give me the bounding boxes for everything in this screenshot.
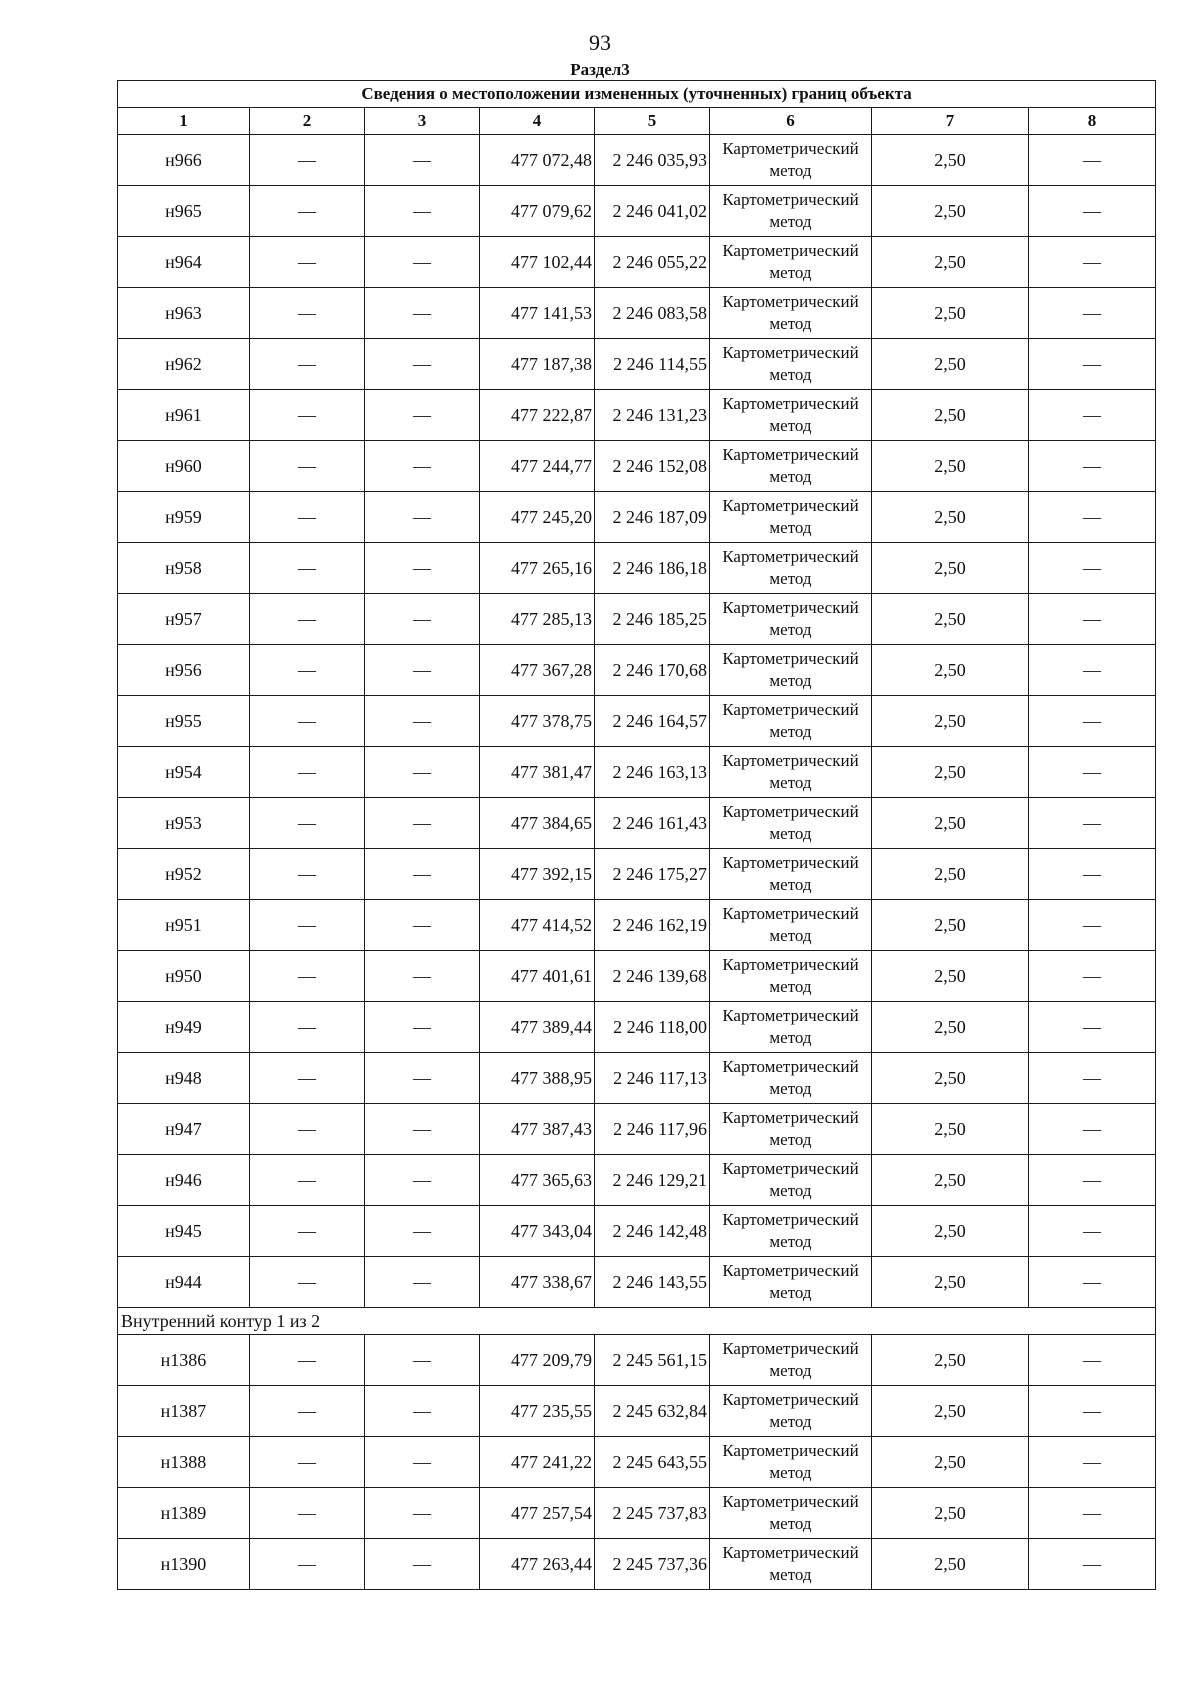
cell-col2: — — [250, 1206, 365, 1257]
column-header: 3 — [365, 108, 480, 135]
cell-col8: — — [1029, 1155, 1156, 1206]
y-coordinate-cell: 2 246 117,96 — [595, 1104, 710, 1155]
cell-col3: — — [365, 1539, 480, 1590]
method-cell: Картометрический метод — [710, 288, 872, 339]
cell-col2: — — [250, 1155, 365, 1206]
point-id-cell: н958 — [118, 543, 250, 594]
cell-col3: — — [365, 339, 480, 390]
accuracy-cell: 2,50 — [872, 1437, 1029, 1488]
accuracy-cell: 2,50 — [872, 1257, 1029, 1308]
contour-label-row — [118, 1308, 1156, 1335]
point-id-cell: н949 — [118, 1002, 250, 1053]
cell-col8: — — [1029, 696, 1156, 747]
accuracy-cell: 2,50 — [872, 492, 1029, 543]
table-row — [118, 747, 1156, 798]
x-coordinate-cell: 477 209,79 — [480, 1335, 595, 1386]
cell-col3: — — [365, 798, 480, 849]
cell-col3: — — [365, 288, 480, 339]
cell-col8: — — [1029, 645, 1156, 696]
cell-col3: — — [365, 441, 480, 492]
table-row — [118, 186, 1156, 237]
cell-col2: — — [250, 237, 365, 288]
cell-col3: — — [365, 1002, 480, 1053]
y-coordinate-cell: 2 246 114,55 — [595, 339, 710, 390]
table-row — [118, 492, 1156, 543]
point-id-cell: н946 — [118, 1155, 250, 1206]
point-id-cell: н965 — [118, 186, 250, 237]
cell-col8: — — [1029, 288, 1156, 339]
cell-col3: — — [365, 849, 480, 900]
cell-col8: — — [1029, 1104, 1156, 1155]
cell-col8: — — [1029, 1257, 1156, 1308]
point-id-cell: н945 — [118, 1206, 250, 1257]
x-coordinate-cell: 477 392,15 — [480, 849, 595, 900]
method-cell: Картометрический метод — [710, 1539, 872, 1590]
point-id-cell: н1386 — [118, 1335, 250, 1386]
table-row — [118, 1488, 1156, 1539]
method-cell: Картометрический метод — [710, 237, 872, 288]
y-coordinate-cell: 2 246 186,18 — [595, 543, 710, 594]
cell-col2: — — [250, 1104, 365, 1155]
table-row — [118, 594, 1156, 645]
point-id-cell: н959 — [118, 492, 250, 543]
cell-col2: — — [250, 696, 365, 747]
accuracy-cell: 2,50 — [872, 1104, 1029, 1155]
cell-col8: — — [1029, 747, 1156, 798]
cell-col8: — — [1029, 135, 1156, 186]
method-cell: Картометрический метод — [710, 492, 872, 543]
y-coordinate-cell: 2 246 187,09 — [595, 492, 710, 543]
accuracy-cell: 2,50 — [872, 798, 1029, 849]
table-row — [118, 849, 1156, 900]
cell-col8: — — [1029, 237, 1156, 288]
x-coordinate-cell: 477 388,95 — [480, 1053, 595, 1104]
x-coordinate-cell: 477 245,20 — [480, 492, 595, 543]
method-cell: Картометрический метод — [710, 1488, 872, 1539]
cell-col2: — — [250, 1488, 365, 1539]
cell-col2: — — [250, 543, 365, 594]
y-coordinate-cell: 2 246 164,57 — [595, 696, 710, 747]
cell-col8: — — [1029, 798, 1156, 849]
table-row — [118, 1155, 1156, 1206]
cell-col2: — — [250, 594, 365, 645]
y-coordinate-cell: 2 246 170,68 — [595, 645, 710, 696]
method-cell: Картометрический метод — [710, 1053, 872, 1104]
cell-col3: — — [365, 492, 480, 543]
point-id-cell: н960 — [118, 441, 250, 492]
x-coordinate-cell: 477 265,16 — [480, 543, 595, 594]
cell-col2: — — [250, 1257, 365, 1308]
cell-col8: — — [1029, 900, 1156, 951]
cell-col3: — — [365, 186, 480, 237]
method-cell: Картометрический метод — [710, 747, 872, 798]
y-coordinate-cell: 2 245 737,36 — [595, 1539, 710, 1590]
point-id-cell: н956 — [118, 645, 250, 696]
table-row — [118, 798, 1156, 849]
method-cell: Картометрический метод — [710, 798, 872, 849]
cell-col2: — — [250, 288, 365, 339]
table-row — [118, 339, 1156, 390]
cell-col3: — — [365, 594, 480, 645]
table-row — [118, 951, 1156, 1002]
accuracy-cell: 2,50 — [872, 1002, 1029, 1053]
method-cell: Картометрический метод — [710, 186, 872, 237]
x-coordinate-cell: 477 222,87 — [480, 390, 595, 441]
accuracy-cell: 2,50 — [872, 1488, 1029, 1539]
y-coordinate-cell: 2 246 142,48 — [595, 1206, 710, 1257]
column-header: 7 — [872, 108, 1029, 135]
table-row — [118, 1104, 1156, 1155]
point-id-cell: н944 — [118, 1257, 250, 1308]
cell-col3: — — [365, 951, 480, 1002]
cell-col8: — — [1029, 1488, 1156, 1539]
cell-col8: — — [1029, 1002, 1156, 1053]
cell-col3: — — [365, 237, 480, 288]
cell-col8: — — [1029, 543, 1156, 594]
cell-col8: — — [1029, 492, 1156, 543]
method-cell: Картометрический метод — [710, 1257, 872, 1308]
table-title-row — [118, 81, 1156, 108]
table-row — [118, 1386, 1156, 1437]
x-coordinate-cell: 477 401,61 — [480, 951, 595, 1002]
cell-col2: — — [250, 951, 365, 1002]
cell-col3: — — [365, 135, 480, 186]
point-id-cell: н964 — [118, 237, 250, 288]
x-coordinate-cell: 477 378,75 — [480, 696, 595, 747]
cell-col3: — — [365, 543, 480, 594]
cell-col8: — — [1029, 390, 1156, 441]
cell-col2: — — [250, 186, 365, 237]
y-coordinate-cell: 2 246 117,13 — [595, 1053, 710, 1104]
point-id-cell: н1388 — [118, 1437, 250, 1488]
cell-col8: — — [1029, 1335, 1156, 1386]
cell-col3: — — [365, 1155, 480, 1206]
cell-col8: — — [1029, 339, 1156, 390]
cell-col3: — — [365, 645, 480, 696]
cell-col8: — — [1029, 1539, 1156, 1590]
y-coordinate-cell: 2 246 163,13 — [595, 747, 710, 798]
point-id-cell: н954 — [118, 747, 250, 798]
y-coordinate-cell: 2 245 737,83 — [595, 1488, 710, 1539]
column-header: 6 — [710, 108, 872, 135]
cell-col3: — — [365, 696, 480, 747]
x-coordinate-cell: 477 285,13 — [480, 594, 595, 645]
cell-col8: — — [1029, 186, 1156, 237]
cell-col2: — — [250, 849, 365, 900]
accuracy-cell: 2,50 — [872, 1155, 1029, 1206]
method-cell: Картометрический метод — [710, 339, 872, 390]
x-coordinate-cell: 477 235,55 — [480, 1386, 595, 1437]
table-row — [118, 135, 1156, 186]
cell-col3: — — [365, 1104, 480, 1155]
x-coordinate-cell: 477 072,48 — [480, 135, 595, 186]
cell-col2: — — [250, 747, 365, 798]
method-cell: Картометрический метод — [710, 849, 872, 900]
column-header: 2 — [250, 108, 365, 135]
method-cell: Картометрический метод — [710, 135, 872, 186]
section-label: Раздел3 — [570, 60, 630, 79]
accuracy-cell: 2,50 — [872, 645, 1029, 696]
point-id-cell: н966 — [118, 135, 250, 186]
table-row — [118, 645, 1156, 696]
cell-col2: — — [250, 135, 365, 186]
x-coordinate-cell: 477 241,22 — [480, 1437, 595, 1488]
cell-col8: — — [1029, 441, 1156, 492]
accuracy-cell: 2,50 — [872, 390, 1029, 441]
point-id-cell: н947 — [118, 1104, 250, 1155]
boundary-table — [117, 80, 1156, 1590]
y-coordinate-cell: 2 245 561,15 — [595, 1335, 710, 1386]
cell-col8: — — [1029, 1386, 1156, 1437]
x-coordinate-cell: 477 079,62 — [480, 186, 595, 237]
table-row — [118, 543, 1156, 594]
x-coordinate-cell: 477 257,54 — [480, 1488, 595, 1539]
x-coordinate-cell: 477 244,77 — [480, 441, 595, 492]
accuracy-cell: 2,50 — [872, 1539, 1029, 1590]
x-coordinate-cell: 477 263,44 — [480, 1539, 595, 1590]
accuracy-cell: 2,50 — [872, 288, 1029, 339]
column-header: 8 — [1029, 108, 1156, 135]
y-coordinate-cell: 2 246 055,22 — [595, 237, 710, 288]
method-cell: Картометрический метод — [710, 1002, 872, 1053]
accuracy-cell: 2,50 — [872, 594, 1029, 645]
y-coordinate-cell: 2 246 162,19 — [595, 900, 710, 951]
column-header: 4 — [480, 108, 595, 135]
point-id-cell: н957 — [118, 594, 250, 645]
cell-col8: — — [1029, 1206, 1156, 1257]
y-coordinate-cell: 2 246 175,27 — [595, 849, 710, 900]
point-id-cell: н952 — [118, 849, 250, 900]
x-coordinate-cell: 477 389,44 — [480, 1002, 595, 1053]
table-row — [118, 1539, 1156, 1590]
accuracy-cell: 2,50 — [872, 339, 1029, 390]
method-cell: Картометрический метод — [710, 1437, 872, 1488]
cell-col3: — — [365, 1053, 480, 1104]
method-cell: Картометрический метод — [710, 1335, 872, 1386]
accuracy-cell: 2,50 — [872, 543, 1029, 594]
table-row — [118, 288, 1156, 339]
x-coordinate-cell: 477 381,47 — [480, 747, 595, 798]
accuracy-cell: 2,50 — [872, 747, 1029, 798]
table-row — [118, 441, 1156, 492]
y-coordinate-cell: 2 246 139,68 — [595, 951, 710, 1002]
point-id-cell: н963 — [118, 288, 250, 339]
method-cell: Картометрический метод — [710, 900, 872, 951]
x-coordinate-cell: 477 414,52 — [480, 900, 595, 951]
cell-col2: — — [250, 390, 365, 441]
column-header-row — [118, 108, 1156, 135]
x-coordinate-cell: 477 187,38 — [480, 339, 595, 390]
y-coordinate-cell: 2 246 118,00 — [595, 1002, 710, 1053]
table-row — [118, 900, 1156, 951]
x-coordinate-cell: 477 365,63 — [480, 1155, 595, 1206]
method-cell: Картометрический метод — [710, 1104, 872, 1155]
cell-col3: — — [365, 1437, 480, 1488]
cell-col3: — — [365, 390, 480, 441]
point-id-cell: н961 — [118, 390, 250, 441]
table-row — [118, 1053, 1156, 1104]
y-coordinate-cell: 2 246 152,08 — [595, 441, 710, 492]
table-title: Сведения о местоположении измененных (уточненных) границ объекта — [118, 81, 1156, 108]
accuracy-cell: 2,50 — [872, 1386, 1029, 1437]
accuracy-cell: 2,50 — [872, 186, 1029, 237]
accuracy-cell: 2,50 — [872, 849, 1029, 900]
method-cell: Картометрический метод — [710, 645, 872, 696]
point-id-cell: н1390 — [118, 1539, 250, 1590]
cell-col2: — — [250, 900, 365, 951]
table-row — [118, 1206, 1156, 1257]
point-id-cell: н962 — [118, 339, 250, 390]
accuracy-cell: 2,50 — [872, 1335, 1029, 1386]
cell-col2: — — [250, 1335, 365, 1386]
point-id-cell: н1387 — [118, 1386, 250, 1437]
x-coordinate-cell: 477 141,53 — [480, 288, 595, 339]
table-row — [118, 1335, 1156, 1386]
accuracy-cell: 2,50 — [872, 900, 1029, 951]
point-id-cell: н953 — [118, 798, 250, 849]
x-coordinate-cell: 477 387,43 — [480, 1104, 595, 1155]
accuracy-cell: 2,50 — [872, 135, 1029, 186]
y-coordinate-cell: 2 246 129,21 — [595, 1155, 710, 1206]
cell-col3: — — [365, 1386, 480, 1437]
accuracy-cell: 2,50 — [872, 1206, 1029, 1257]
x-coordinate-cell: 477 338,67 — [480, 1257, 595, 1308]
x-coordinate-cell: 477 367,28 — [480, 645, 595, 696]
method-cell: Картометрический метод — [710, 1206, 872, 1257]
method-cell: Картометрический метод — [710, 441, 872, 492]
point-id-cell: н950 — [118, 951, 250, 1002]
y-coordinate-cell: 2 246 041,02 — [595, 186, 710, 237]
table-row — [118, 696, 1156, 747]
method-cell: Картометрический метод — [710, 543, 872, 594]
table-row — [118, 1002, 1156, 1053]
page-number: 93 — [589, 30, 611, 55]
cell-col8: — — [1029, 951, 1156, 1002]
y-coordinate-cell: 2 246 083,58 — [595, 288, 710, 339]
x-coordinate-cell: 477 102,44 — [480, 237, 595, 288]
cell-col8: — — [1029, 594, 1156, 645]
accuracy-cell: 2,50 — [872, 696, 1029, 747]
method-cell: Картометрический метод — [710, 1386, 872, 1437]
cell-col8: — — [1029, 1437, 1156, 1488]
cell-col3: — — [365, 747, 480, 798]
y-coordinate-cell: 2 246 143,55 — [595, 1257, 710, 1308]
y-coordinate-cell: 2 246 161,43 — [595, 798, 710, 849]
x-coordinate-cell: 477 343,04 — [480, 1206, 595, 1257]
cell-col3: — — [365, 1488, 480, 1539]
cell-col8: — — [1029, 849, 1156, 900]
accuracy-cell: 2,50 — [872, 951, 1029, 1002]
cell-col2: — — [250, 1437, 365, 1488]
point-id-cell: н955 — [118, 696, 250, 747]
accuracy-cell: 2,50 — [872, 441, 1029, 492]
contour-label: Внутренний контур 1 из 2 — [118, 1308, 1156, 1335]
table-row — [118, 390, 1156, 441]
cell-col3: — — [365, 1335, 480, 1386]
cell-col2: — — [250, 492, 365, 543]
table-row — [118, 1257, 1156, 1308]
cell-col2: — — [250, 1002, 365, 1053]
cell-col2: — — [250, 339, 365, 390]
y-coordinate-cell: 2 246 185,25 — [595, 594, 710, 645]
method-cell: Картометрический метод — [710, 594, 872, 645]
method-cell: Картометрический метод — [710, 1155, 872, 1206]
x-coordinate-cell: 477 384,65 — [480, 798, 595, 849]
column-header: 1 — [118, 108, 250, 135]
accuracy-cell: 2,50 — [872, 237, 1029, 288]
point-id-cell: н948 — [118, 1053, 250, 1104]
cell-col2: — — [250, 1053, 365, 1104]
cell-col2: — — [250, 441, 365, 492]
cell-col2: — — [250, 798, 365, 849]
cell-col3: — — [365, 1257, 480, 1308]
cell-col8: — — [1029, 1053, 1156, 1104]
point-id-cell: н1389 — [118, 1488, 250, 1539]
cell-col3: — — [365, 900, 480, 951]
cell-col2: — — [250, 1539, 365, 1590]
y-coordinate-cell: 2 246 131,23 — [595, 390, 710, 441]
cell-col2: — — [250, 1386, 365, 1437]
y-coordinate-cell: 2 246 035,93 — [595, 135, 710, 186]
point-id-cell: н951 — [118, 900, 250, 951]
cell-col3: — — [365, 1206, 480, 1257]
y-coordinate-cell: 2 245 643,55 — [595, 1437, 710, 1488]
accuracy-cell: 2,50 — [872, 1053, 1029, 1104]
method-cell: Картометрический метод — [710, 951, 872, 1002]
method-cell: Картометрический метод — [710, 696, 872, 747]
column-header: 5 — [595, 108, 710, 135]
cell-col2: — — [250, 645, 365, 696]
method-cell: Картометрический метод — [710, 390, 872, 441]
table-row — [118, 1437, 1156, 1488]
table-row — [118, 237, 1156, 288]
y-coordinate-cell: 2 245 632,84 — [595, 1386, 710, 1437]
